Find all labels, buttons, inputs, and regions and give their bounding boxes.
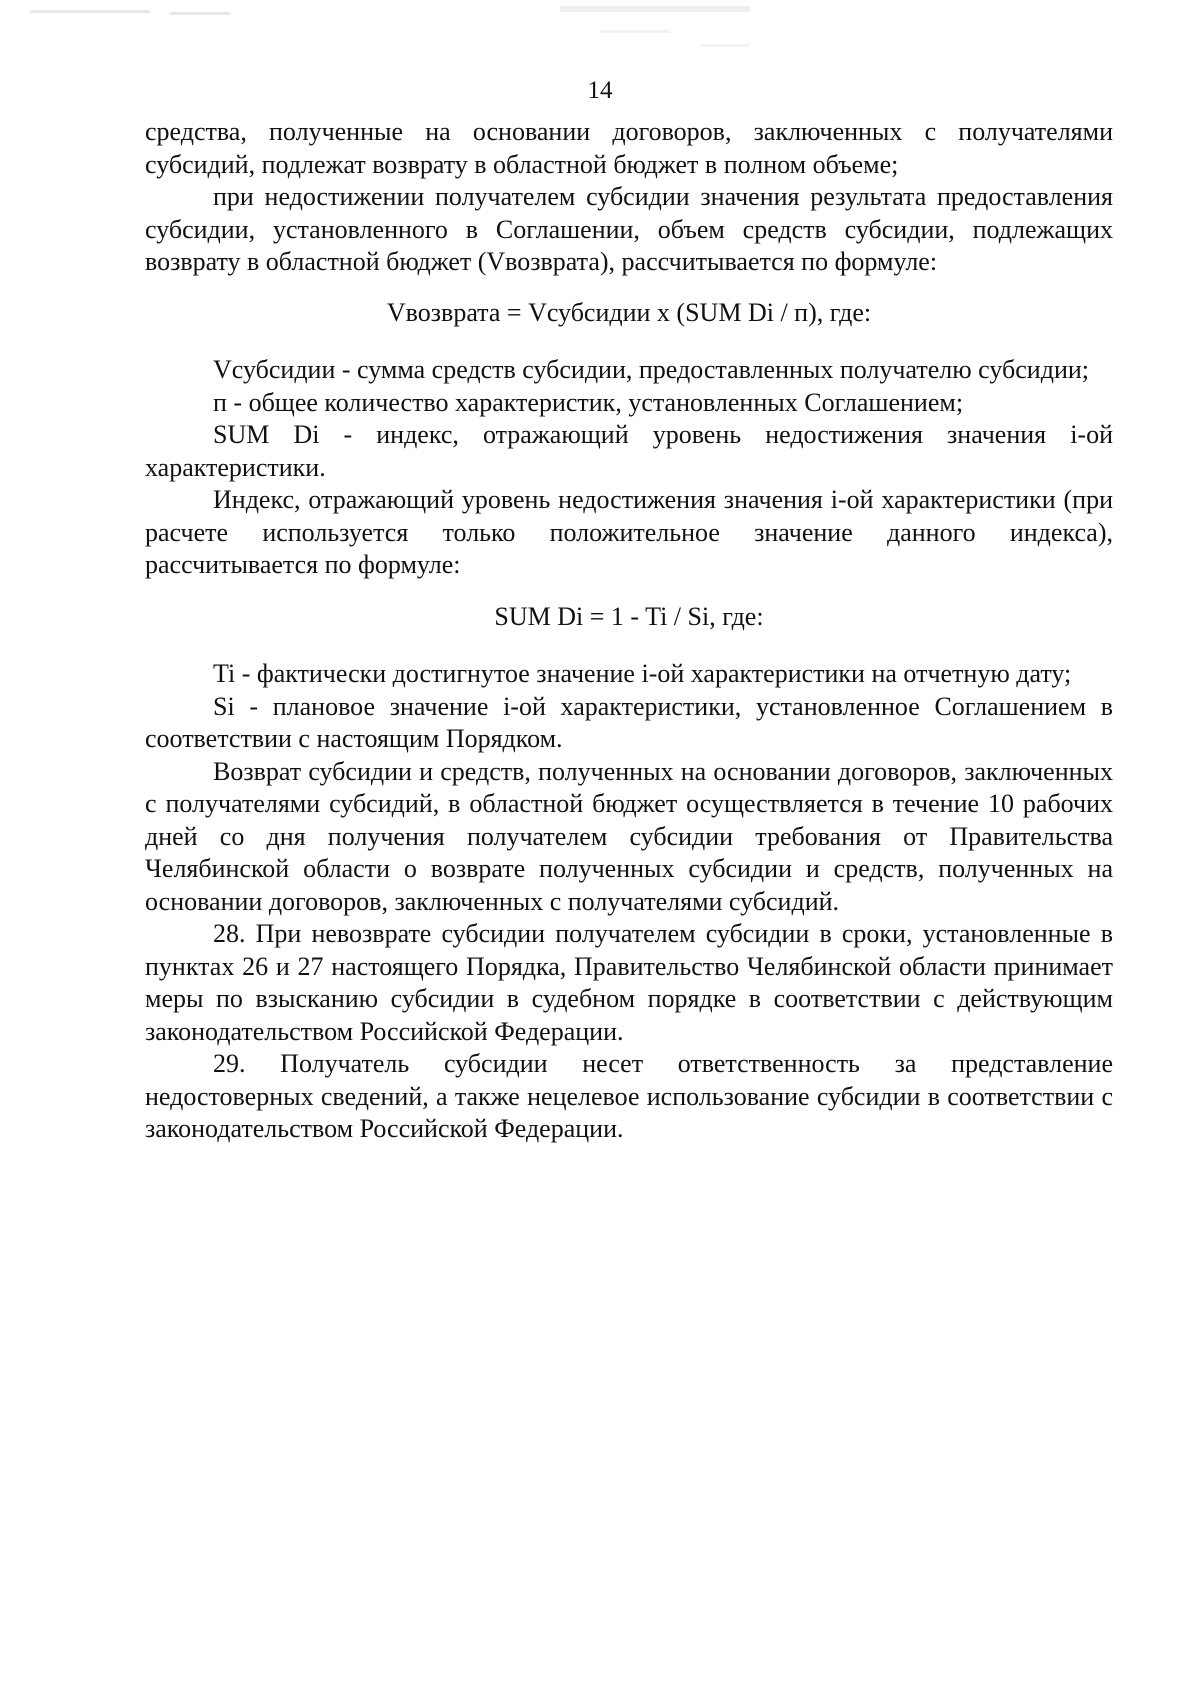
formula-sum-di: SUM Di = 1 - Ti / Si, где: — [494, 601, 764, 631]
definition-ti: Ti - фактически достигнутое значение i-ой характеристики на отчетную дату; — [213, 659, 1072, 688]
paragraph-return-terms: Возврат субсидии и средств, полученных на основании договоров, заключенных с получателями субсидий, в областной бюджет осуществляется в течение 10 рабочих дней со дня получения получателем субсидии требования от Правительства Челябинской области о возврате полученных субсидии и средств, полученных на основании договоров, заключенных с получателями субсидий. — [145, 756, 1113, 916]
definition-v-subsidy: Vсубсидии - сумма средств субсидии, предоставленных получателю субсидии; — [213, 355, 1089, 384]
paragraph-index-calculation: Индекс, отражающий уровень недостижения значения i-ой характеристики (при расчете используется только положительное значение данного индекса), рассчитывается по формуле: — [145, 485, 1113, 579]
paragraph-funds-return: средства, полученные на основании договоров, заключенных с получателями субсидий, подлежат возврату в областной бюджет в полном объеме; — [145, 117, 1113, 179]
paragraph-non-achievement: при недостижении получателем субсидии значения результата предоставления субсидии, установленного в Соглашении, объем средств субсидии, подлежащих возврату в областной бюджет (Vвозврата), рассчитывается по формуле: — [145, 182, 1113, 276]
paragraph-item-28: 28. При невозврате субсидии получателем субсидии в сроки, установленные в пунктах 26 и 27 настоящего Порядка, Правительство Челябинской области принимает меры по взысканию субсидии в судебном порядке в соответствии с действующим законодательством Российской Федерации. — [145, 919, 1113, 1046]
page-number: 14 — [587, 77, 613, 104]
paragraph-item-29: 29. Получатель субсидии несет ответственность за представление недостоверных сведений, а также нецелевое использование субсидии в соответствии с законодательством Российской Федерации. — [145, 1049, 1113, 1143]
scan-artifact — [0, 0, 1200, 60]
document-body — [145, 116, 1113, 1146]
definition-n: п - общее количество характеристик, установленных Соглашением; — [213, 387, 964, 417]
formula-return-volume: Vвозврата = Vсубсидии x (SUM Di / п), где: — [386, 297, 872, 327]
definition-sum-di: SUM Di - индекс, отражающий уровень недостижения значения i-ой характеристики. — [145, 420, 1113, 482]
definition-si: Si - плановое значение i-ой характеристики, установленное Соглашением в соответствии с настоящим Порядком. — [145, 691, 1113, 753]
